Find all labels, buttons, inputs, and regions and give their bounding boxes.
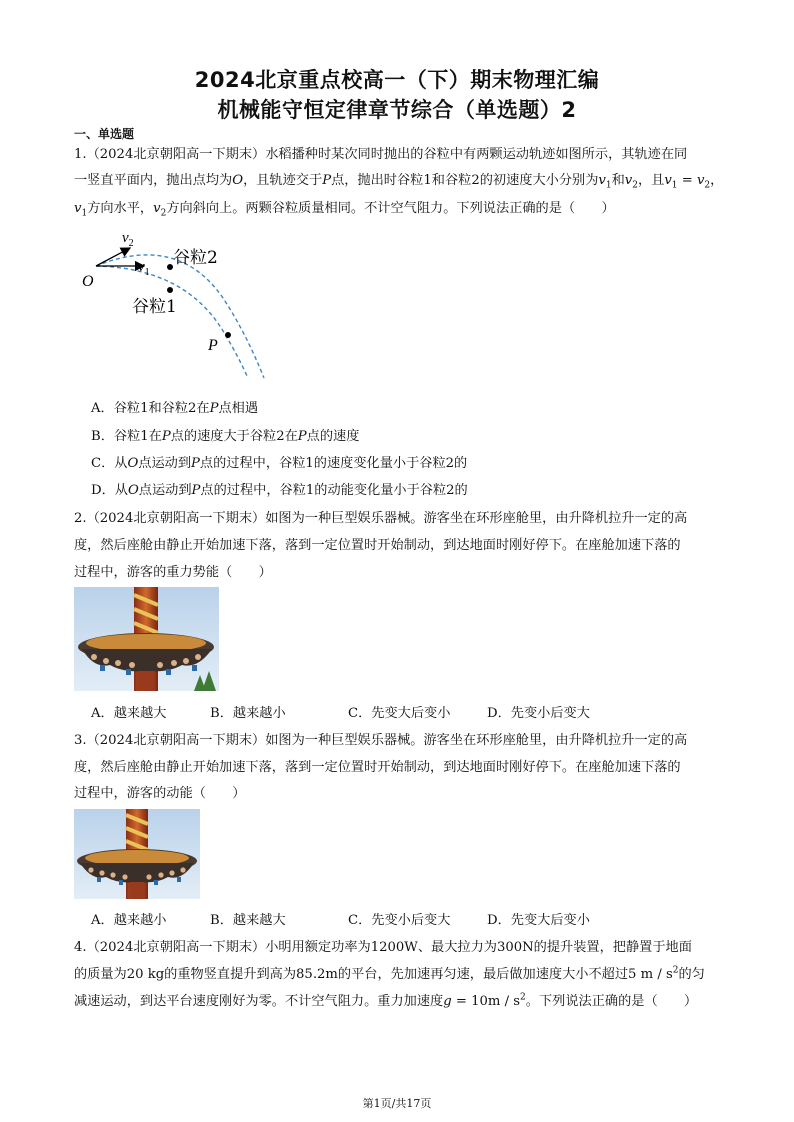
label-v2: $v_2$ — [122, 230, 134, 249]
q1-line-1: 1.（2024北京朝阳高一下期末）水稻播种时某次同时抛出的谷粒中有两颗运动轨迹如图所示，其轨迹在同 — [74, 147, 688, 162]
document-title: 2024北京重点校高一（下）期末物理汇编 — [194, 68, 600, 92]
label-grain-2: 谷粒2 — [173, 248, 218, 268]
q1-option-a: A．谷粒1和谷粒2在P点相遇 — [91, 401, 259, 416]
q3-option-b: B．越来越大 — [210, 913, 286, 928]
q3-option-c: C．先变小后变大 — [348, 913, 451, 928]
amusement-ride-photo-1 — [74, 587, 219, 691]
amusement-ride-photo-2 — [74, 809, 200, 899]
q1-line-2: 一竖直平面内，抛出点均为O，且轨迹交于P点，抛出时谷粒1和谷粒2的初速度大小分别为$v_1$和$v_2$，且$v_1 = v_2$， — [74, 173, 724, 191]
grain-1-dot — [167, 287, 173, 293]
q3-line-3: 过程中，游客的动能（ ） — [74, 786, 246, 801]
q1-option-b: B．谷粒1在P点的速度大于谷粒2在P点的速度 — [91, 429, 360, 444]
q3-line-1: 3.（2024北京朝阳高一下期末）如图为一种巨型娱乐器械。游客坐在环形座舱里，由升降机拉升一定的高 — [74, 733, 688, 748]
label-grain-1: 谷粒1 — [132, 297, 177, 317]
q2-option-d: D．先变小后变大 — [487, 706, 590, 721]
q2-option-a: A．越来越大 — [91, 706, 167, 721]
trajectory-figure — [78, 228, 278, 383]
q3-option-d: D．先变大后变小 — [487, 913, 590, 928]
trajectory-grain-1 — [96, 266, 248, 378]
q3-option-a: A．越来越小 — [91, 913, 167, 928]
q2-line-2: 度，然后座舱由静止开始加速下落，落到一定位置时开始制动，到达地面时刚好停下。在座舱加速下落的 — [74, 538, 681, 553]
label-v1: $v_1$ — [138, 259, 150, 278]
q2-line-3: 过程中，游客的重力势能（ ） — [74, 565, 272, 580]
q4-line-2: 的质量为20 kg的重物竖直提升到高为85.2m的平台，先加速再匀速，最后做加速度大小不超过5 m / $s^2$的匀 — [74, 965, 705, 982]
label-o: O — [82, 273, 94, 290]
point-p-dot — [225, 332, 231, 338]
q3-line-2: 度，然后座舱由静止开始加速下落，落到一定位置时开始制动，到达地面时刚好停下。在座舱加速下落的 — [74, 760, 681, 775]
label-p: P — [208, 337, 218, 354]
document-subtitle: 机械能守恒定律章节综合（单选题）2 — [217, 98, 577, 122]
section-heading: 一、单选题 — [74, 127, 135, 141]
q4-line-1: 4.（2024北京朝阳高一下期末）小明用额定功率为1200W、最大拉力为300N的提升装置，把静置于地面 — [74, 940, 692, 955]
q4-line-3: 减速运动，到达平台速度刚好为零。不计空气阻力。重力加速度$g = 10m / s^2$。下列说法正确的是（ ） — [74, 992, 698, 1009]
page-footer: 第1页/共17页 — [362, 1097, 432, 1110]
q2-option-b: B．越来越小 — [210, 706, 286, 721]
q1-option-d: D．从O点运动到P点的过程中，谷粒1的动能变化量小于谷粒2的 — [91, 483, 468, 498]
q1-line-3: $v_1$方向水平，$v_2$方向斜向上。两颗谷粒质量相同。不计空气阻力。下列说法正确的是（ ） — [74, 201, 615, 219]
q2-option-c: C．先变大后变小 — [348, 706, 451, 721]
q1-option-c: C．从O点运动到P点的过程中，谷粒1的速度变化量小于谷粒2的 — [91, 456, 468, 471]
q2-line-1: 2.（2024北京朝阳高一下期末）如图为一种巨型娱乐器械。游客坐在环形座舱里，由升降机拉升一定的高 — [74, 511, 688, 526]
